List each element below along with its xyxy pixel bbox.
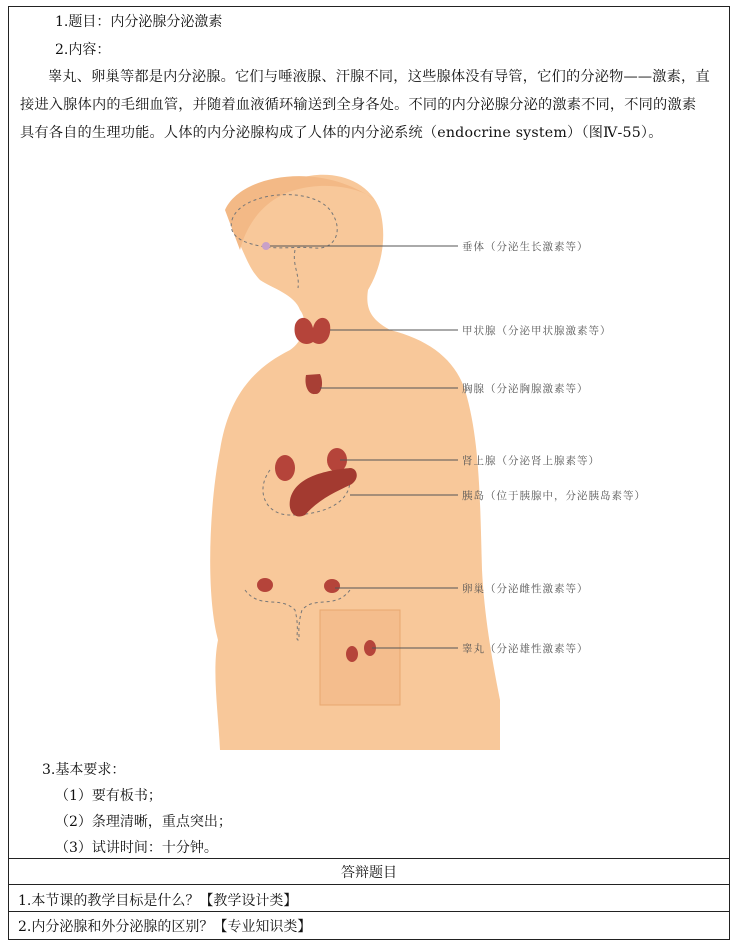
answers-title: 答辩题目 [341,865,397,881]
content-heading: 2.内容： [55,42,111,58]
testes-inset [320,610,400,705]
requirement-item: （2）条理清晰，重点突出； [55,814,232,830]
content-paragraph: 睾丸、卵巢等都是内分泌腺。它们与唾液腺、汗腺不同，这些腺体没有导管，它们的分泌物——激素，直接进入腺体内的毛细血管，并随着血液循环输送到全身各处。不同的内分泌腺分泌的激素不同，不同的激素具有各自的生理功能。人体的内分泌腺构成了人体的内分泌系统（endocrine system）（图Ⅳ-55）。 [20,69,710,141]
figure-label: 甲状腺（分泌甲状腺激素等） [462,325,612,337]
figure-label: 肾上腺（分泌肾上腺素等） [462,455,600,467]
figure-label: 胸腺（分泌胸腺激素等） [462,383,589,395]
left-ovary [257,578,273,592]
divider [8,911,730,912]
divider [8,858,730,859]
figure-label: 卵巢（分泌雌性激素等） [462,583,589,595]
body-illustration [200,170,670,750]
requirement-item: （3）试讲时间：十分钟。 [55,840,218,856]
requirements-heading: 3.基本要求： [42,762,126,778]
question-item: 1.本节课的教学目标是什么？【教学设计类】 [18,893,298,909]
endocrine-system-figure [200,170,670,750]
left-adrenal-gland [275,455,295,481]
topic-title: 1.题目：内分泌腺分泌激素 [55,14,223,30]
right-ovary [324,579,340,593]
divider [8,884,730,885]
figure-label: 垂体（分泌生长激素等） [462,241,589,253]
left-testis [346,646,358,662]
pituitary-gland [262,242,270,250]
requirement-item: （1）要有板书； [55,788,162,804]
figure-label: 睾丸（分泌雄性激素等） [462,643,589,655]
question-item: 2.内分泌腺和外分泌腺的区别？【专业知识类】 [18,919,312,935]
figure-label: 胰岛（位于胰腺中，分泌胰岛素等） [462,490,646,502]
